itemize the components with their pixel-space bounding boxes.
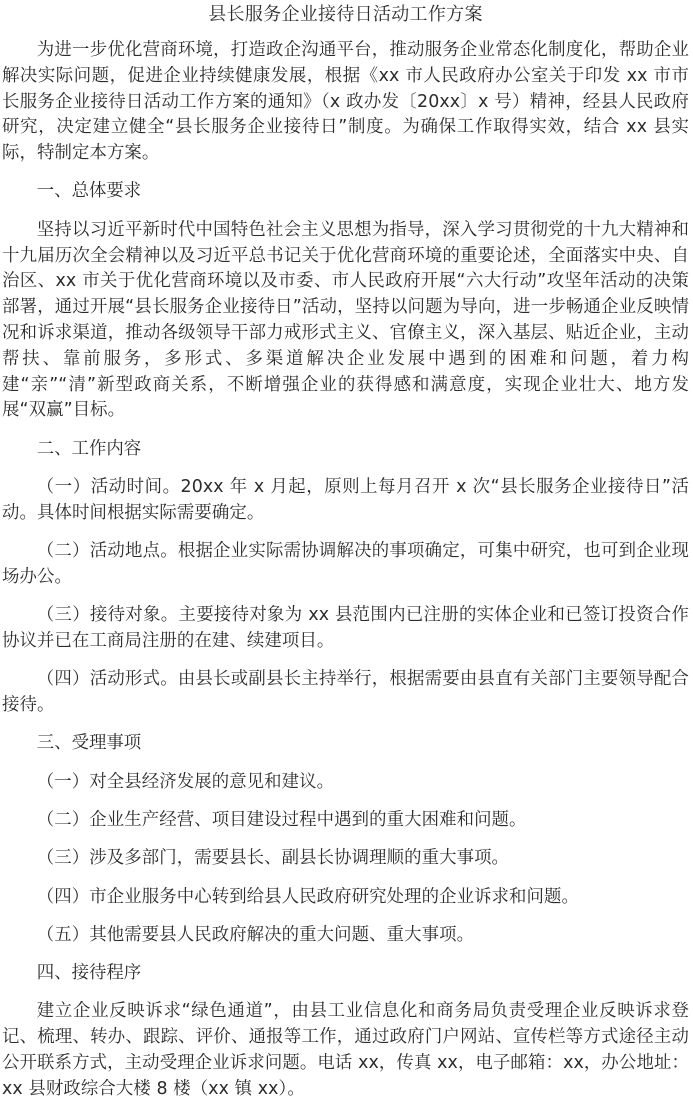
work-content-item-targets: （三）接待对象。主要接待对象为 xx 县范围内已注册的实体企业和已签订投资合作协议并已在工商局注册的在建、续建项目。 (2, 605, 689, 651)
intro-paragraph: 为进一步优化营商环境，打造政企沟通平台，推动服务企业常态化制度化，帮助企业解决实际问题，促进企业持续健康发展，根据《xx 市人民政府办公室关于印发 xx 市市长服务企业接待日活动工作方案的通知》（x 政办发〔20xx〕x 号）精神，经县人民政府研究，决定建立健全“县长服务企业接待日”制度。为确保工作取得实效，结合 xx 县实际，特制定本方案。 (2, 40, 689, 164)
section-heading-work-content: 二、工作内容 (36, 438, 142, 459)
work-content-item-time: （一）活动时间。20xx 年 x 月起，原则上每月召开 x 次“县长服务企业接待日”活动。具体时间根据实际需要确定。 (2, 476, 689, 523)
accepted-matter-item: （二）企业生产经营、项目建设过程中遇到的重大困难和问题。 (36, 809, 527, 830)
accepted-matter-item: （三）涉及多部门，需要县长、副县长协调理顺的重大事项。 (36, 848, 510, 869)
reception-procedure-paragraph: 建立企业反映诉求“绿色通道”，由县工业信息化和商务局负责受理企业反映诉求登记、梳理、转办、跟踪、评价、通报等工作，通过政府门户网站、宣传栏等方式途径主动公开联系方式，主动受理企业诉求问题。电话 xx，传真 xx，电子邮箱：xx，办公地址：xx 县财政综合大楼 8 楼（xx 镇 xx）。 (2, 1001, 689, 1099)
work-content-item-form: （四）活动形式。由县长或副县长主持举行，根据需要由县直有关部门主要领导配合接待。 (2, 669, 689, 716)
accepted-matter-item: （五）其他需要县人民政府解决的重大问题、重大事项。 (36, 924, 475, 945)
document-title: 县长服务企业接待日活动工作方案 (208, 4, 483, 25)
section-heading-general-requirements: 一、总体要求 (36, 181, 142, 202)
section-heading-accepted-matters: 三、受理事项 (36, 733, 142, 754)
accepted-matter-item: （四）市企业服务中心转到给县人民政府研究处理的企业诉求和问题。 (36, 886, 580, 907)
work-content-item-location: （二）活动地点。根据企业实际需协调解决的事项确定，可集中研究，也可到企业现场办公。 (2, 541, 689, 587)
section-heading-reception-procedure: 四、接待程序 (36, 963, 142, 984)
general-requirements-paragraph: 坚持以习近平新时代中国特色社会主义思想为指导，深入学习贯彻党的十九大精神和十九届历次全会精神以及习近平总书记关于优化营商环境的重要论述，全面落实中央、自治区、xx 市关于优化营商环境以及市委、市人民政府开展“六大行动”攻坚年活动的决策部署，通过开展“县长服务企业接待日”活动，坚持以问题为导向，进一步畅通企业反映情况和诉求渠道，推动各级领导干部力戒形式主义、官僚主义，深入基层、贴近企业，主动帮扶、靠前服务，多形式、多渠道解决企业发展中遇到的困难和问题，着力构建“亲”“清”新型政商关系，不断增强企业的获得感和满意度，实现企业壮大、地方发展“双赢”目标。 (2, 219, 689, 421)
accepted-matter-item: （一）对全县经济发展的意见和建议。 (36, 771, 335, 792)
